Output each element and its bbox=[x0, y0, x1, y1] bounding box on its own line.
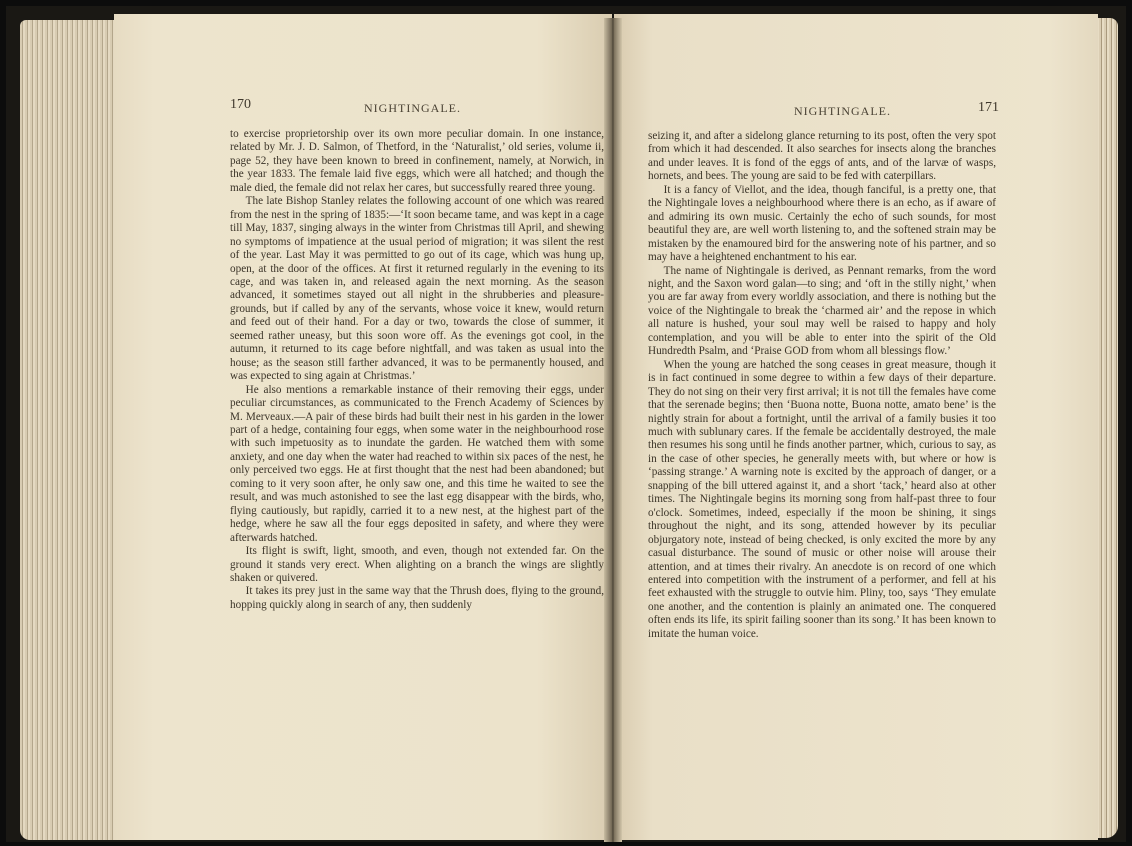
book-spread bbox=[6, 6, 1126, 842]
left-page-text bbox=[230, 128, 604, 612]
paragraph: to exercise proprietorship over its own more peculiar domain. In one instance, related by Mr. J. D. Salmon, of Thetford, in the ‘Naturalist,’ old series, volume ii, page 52, they have been known to breed in confinement, namely, at Norwich, in the year 1833. The female laid five eggs, which were all hatched; and though the male died, the female did not relax her cares, but successfully reared three young. bbox=[230, 128, 604, 194]
page-number: 170 bbox=[230, 97, 251, 112]
right-page-text bbox=[648, 130, 996, 641]
paragraph: When the young are hatched the song ceases in great measure, though it is in fact continued in some degree to within a few days of their departure. They do not sing on their very first arrival; it is not till the females have come that the serenade begins; then ‘Buona notte, Buona notte, amato bene’ is the nightly strain for about a fortnight, until the arrival of a family busies it too much with sublunary cares. If the female be accidentally destroyed, the male then resumes his song until he finds another partner, which, curious to say, as in the case of other species, he generally meets with, but where or how is ‘passing strange.’ A warning note is excited by the approach of danger, or a snapping of the bill uttered against it, and a short ‘tack,’ heard also at other times. The Nightingale begins its morning song from half-past three to four o'clock. Sometimes, indeed, especially if the moon be shining, it sings throughout the night, and its song, attended however by its peculiar objurgatory note, instead of being checked, is only excited the more by any casual disturbance. The sound of music or other noise will arouse their attention, and at times their rivalry. An anecdote is on record of one which entered into competition with the instrument of a performer, and fell at his feet exhausted with the struggle to outvie him. Pliny, too, says ‘They emulate one another, and the contention is plainly an animated one. The conquered often ends its life, its spirit failing sooner than its song.’ It has been known to imitate the human voice. bbox=[648, 358, 996, 640]
running-head: NIGHTINGALE. bbox=[364, 101, 461, 115]
paragraph: seizing it, and after a sidelong glance returning to its post, often the very spot from which it had descended. It also searches for insects along the branches and under leaves. It is fond of the eggs of ants, and of the larvæ of wasps, hornets, and bees. The young are said to be fed with caterpillars. bbox=[648, 130, 996, 183]
paragraph: The name of Nightingale is derived, as Pennant remarks, from the word night, and the Saxon word galan—to sing; and ‘oft in the stilly night,’ when you are far away from every worldly association, and there is nothing but the voice of the Nightingale to break the ‘charmed air’ and the repose in which all nature is hushed, your soul may well be raised to happy and holy contemplation, and you will be able to enter into the spirit of the Old Hundredth Psalm, and ‘Praise GOD from whom all blessings flow.’ bbox=[648, 264, 996, 358]
paragraph: Its flight is swift, light, smooth, and even, though not extended far. On the ground it stands very erect. When alighting on a branch the wings are slightly shaken or quivered. bbox=[230, 545, 604, 584]
page-number: 171 bbox=[978, 100, 999, 115]
page-edges-left bbox=[20, 20, 120, 840]
right-page bbox=[614, 14, 1098, 840]
paragraph: The late Bishop Stanley relates the following account of one which was reared from the nest in the spring of 1835:—‘It soon became tame, and was kept in a cage till May, 1837, singing always in the winter from Christmas till April, and shewing no symptoms of impatience at the usual period of migration; it was silent the rest of the year. Last May it was permitted to go out of its cage, which was hung up, open, at the door of the offices. At first it returned regularly in the evening to its cage, and was taken in, and released again the next morning. As the season advanced, it sometimes stayed out all night in the shrubberies and pleasure-grounds, but if called by any of the servants, whose voice it knew, would return and feed out of their hand. For a day or two, towards the close of summer, it seemed rather uneasy, but this soon wore off. As the evenings got cool, in the autumn, it returned to its cage before nightfall, and was taken as usual into the house; as the season still farther advanced, it was to be permanently housed, and was expected to sing again at Christmas.’ bbox=[230, 195, 604, 383]
left-page bbox=[114, 14, 612, 840]
paragraph: It is a fancy of Viellot, and the idea, though fanciful, is a pretty one, that the Nightingale loves a neighbourhood where there is an echo, as if aware of and admiring its own music. Certainly the echo of such sounds, for most beautiful they are, are well worth listening to, and the softened strain may be mistaken by the enamoured bird for the answering note of his partner, and so may have a heightened enchantment to his ear. bbox=[648, 183, 996, 264]
running-head: NIGHTINGALE. bbox=[794, 104, 891, 118]
book-gutter bbox=[604, 18, 622, 842]
paragraph: It takes its prey just in the same way that the Thrush does, flying to the ground, hopping quickly along in search of any, then suddenly bbox=[230, 585, 604, 611]
paragraph: He also mentions a remarkable instance of their removing their eggs, under peculiar circumstances, as communicated to the French Academy of Sciences by M. Merveaux.—A pair of these birds had built their nest in his garden in the lower part of a hedge, containing four eggs, when some water in the neighbourhood rose with such impetuosity as to inundate the garden. He watched them with some anxiety, and one day when the water had reached to within six paces of the nest, he only perceived two eggs. He at first thought that the nest had been abandoned; but coming to it very soon after, he only saw one, and this time he waited to see the result, and was much astonished to see the last egg disappear with the birds, who, flying cautiously, but rapidly, carried it to a new nest, at the highest part of the hedge, where he saw all the four eggs deposited in safety, and where they were afterwards hatched. bbox=[230, 383, 604, 544]
